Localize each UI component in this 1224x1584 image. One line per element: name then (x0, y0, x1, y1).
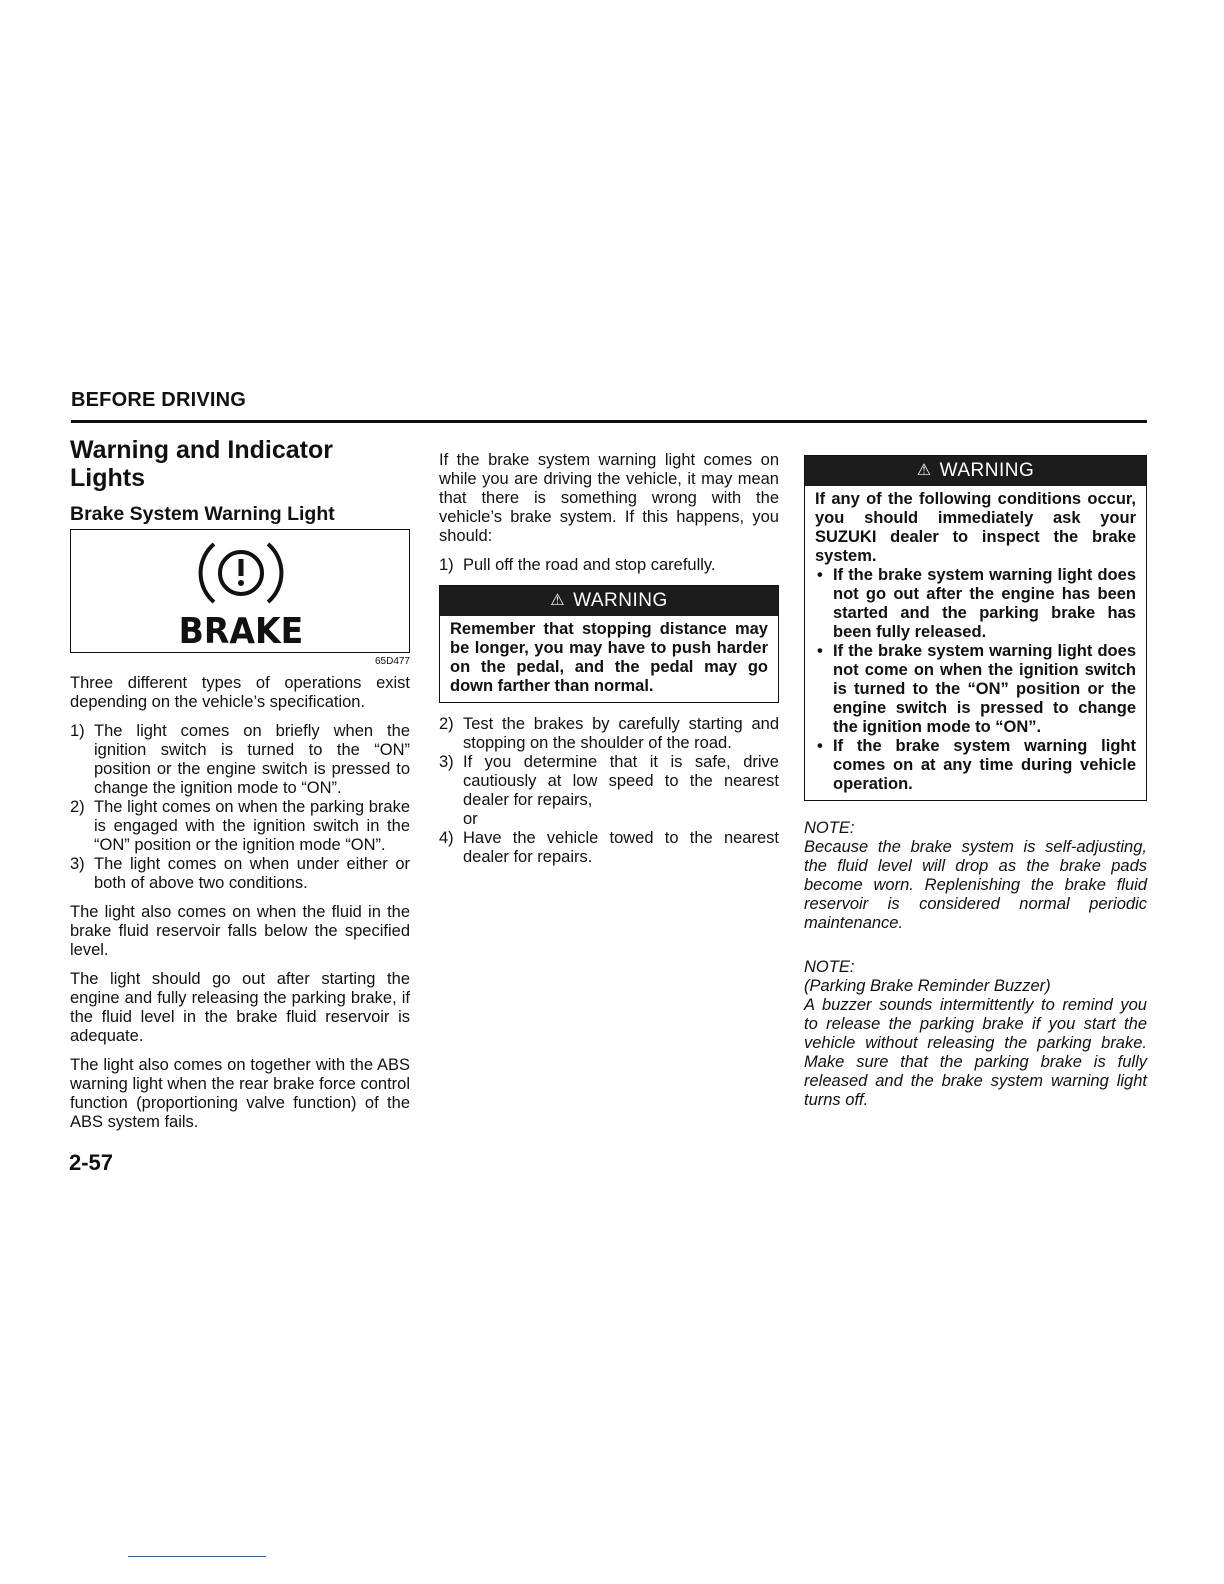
list-item: • If the brake system warning light does not come on when the ignition switch is turned to the “ON” position or the engine switch is pressed to change the ignition mode to “ON”. (817, 642, 1136, 736)
warning-text: Remember that stopping distance may be longer, you may have to push harder on the pedal, and the pedal may go down farther than normal. (450, 620, 768, 695)
column-middle (439, 451, 779, 877)
note-text: A buzzer sounds intermittently to remind you to release the parking brake if you start the vehicle without releasing the parking brake. Make sure that the parking brake is fully released and the brake system warning light turns off. (804, 996, 1147, 1109)
warning-triangle-icon: ⚠ (916, 462, 932, 479)
action-list-start (439, 556, 779, 575)
warning-content (805, 486, 1146, 800)
action-list-continued (439, 715, 779, 810)
intro-paragraph: Three different types of operations exist depending on the vehicle’s specification. (70, 674, 410, 711)
figure-code: 65D477 (374, 656, 410, 667)
warning-intro: If any of the following conditions occur, you should immediately ask your SUZUKI dealer to inspect the brake system. (815, 490, 1136, 565)
section-title: Warning and Indicator Lights (70, 436, 333, 492)
page-number: 2-57 (69, 1150, 114, 1175)
brake-warning-symbol-icon (71, 530, 411, 652)
note-label: NOTE: (804, 958, 855, 976)
list-item: • If the brake system warning light comes on at any time during vehicle operation. (817, 737, 1136, 793)
column-left (70, 436, 410, 1142)
note-self-adjusting (804, 819, 1147, 933)
list-item: 3) If you determine that it is safe, drive cautiously at low speed to the nearest dealer for repairs, (439, 753, 779, 809)
list-item: 1) The light comes on briefly when the ignition switch is turned to the “ON” position or the engine switch is pressed to change the ignition mode to “ON”. (70, 722, 410, 797)
action-list-end (439, 829, 779, 867)
list-item: 3) The light comes on when under either or both of above two conditions. (70, 855, 410, 892)
operation-list (70, 722, 410, 893)
warning-header: ⚠ WARNING (440, 586, 778, 616)
note-buzzer (804, 958, 1147, 1110)
list-item: 2) The light comes on when the parking brake is engaged with the ignition switch in the “ON” position or the ignition mode “ON”. (70, 798, 410, 854)
bottom-link-underline (128, 1556, 266, 1557)
figure-label: BRAKE (178, 610, 304, 652)
section-header: BEFORE DRIVING (71, 389, 247, 411)
note-label: NOTE: (804, 819, 855, 837)
warning-box (439, 585, 779, 703)
list-item: 1) Pull off the road and stop carefully. (439, 556, 716, 574)
note-text: Because the brake system is self-adjusting, the fluid level will drop as the brake pads become worn. Replenishing the brake fluid reservoir is considered normal periodic maintenance. (804, 838, 1147, 932)
list-item: 4) Have the vehicle towed to the nearest dealer for repairs. (439, 829, 779, 866)
or-text: or (463, 810, 478, 828)
warning-triangle-icon: ⚠ (550, 592, 566, 609)
header-rule (71, 420, 1147, 423)
list-item: 2) Test the brakes by carefully starting and stopping on the shoulder of the road. (439, 715, 779, 752)
warning-bullets (815, 566, 1136, 794)
warning-header: ⚠ WARNING (805, 456, 1146, 486)
intro-paragraph: If the brake system warning light comes on while you are driving the vehicle, it may mean that there is something wrong with the vehicle’s brake system. If this happens, you should: (439, 451, 779, 545)
list-item: • If the brake system warning light does not go out after the engine has been started and the parking brake has been fully released. (817, 566, 1136, 641)
paragraph: The light also comes on together with the ABS warning light when the rear brake force control function (proportioning valve function) of the ABS system fails. (70, 1056, 410, 1131)
column-right (804, 455, 1147, 1135)
brake-light-figure (70, 529, 410, 653)
subsection-title: Brake System Warning Light (70, 503, 335, 525)
paragraph: The light should go out after starting the engine and fully releasing the parking brake, if the fluid level in the brake fluid reservoir is adequate. (70, 970, 410, 1045)
note-subtitle: (Parking Brake Reminder Buzzer) (804, 977, 1051, 995)
paragraph: The light also comes on when the fluid in the brake fluid reservoir falls below the specified level. (70, 903, 410, 959)
warning-box (804, 455, 1147, 801)
